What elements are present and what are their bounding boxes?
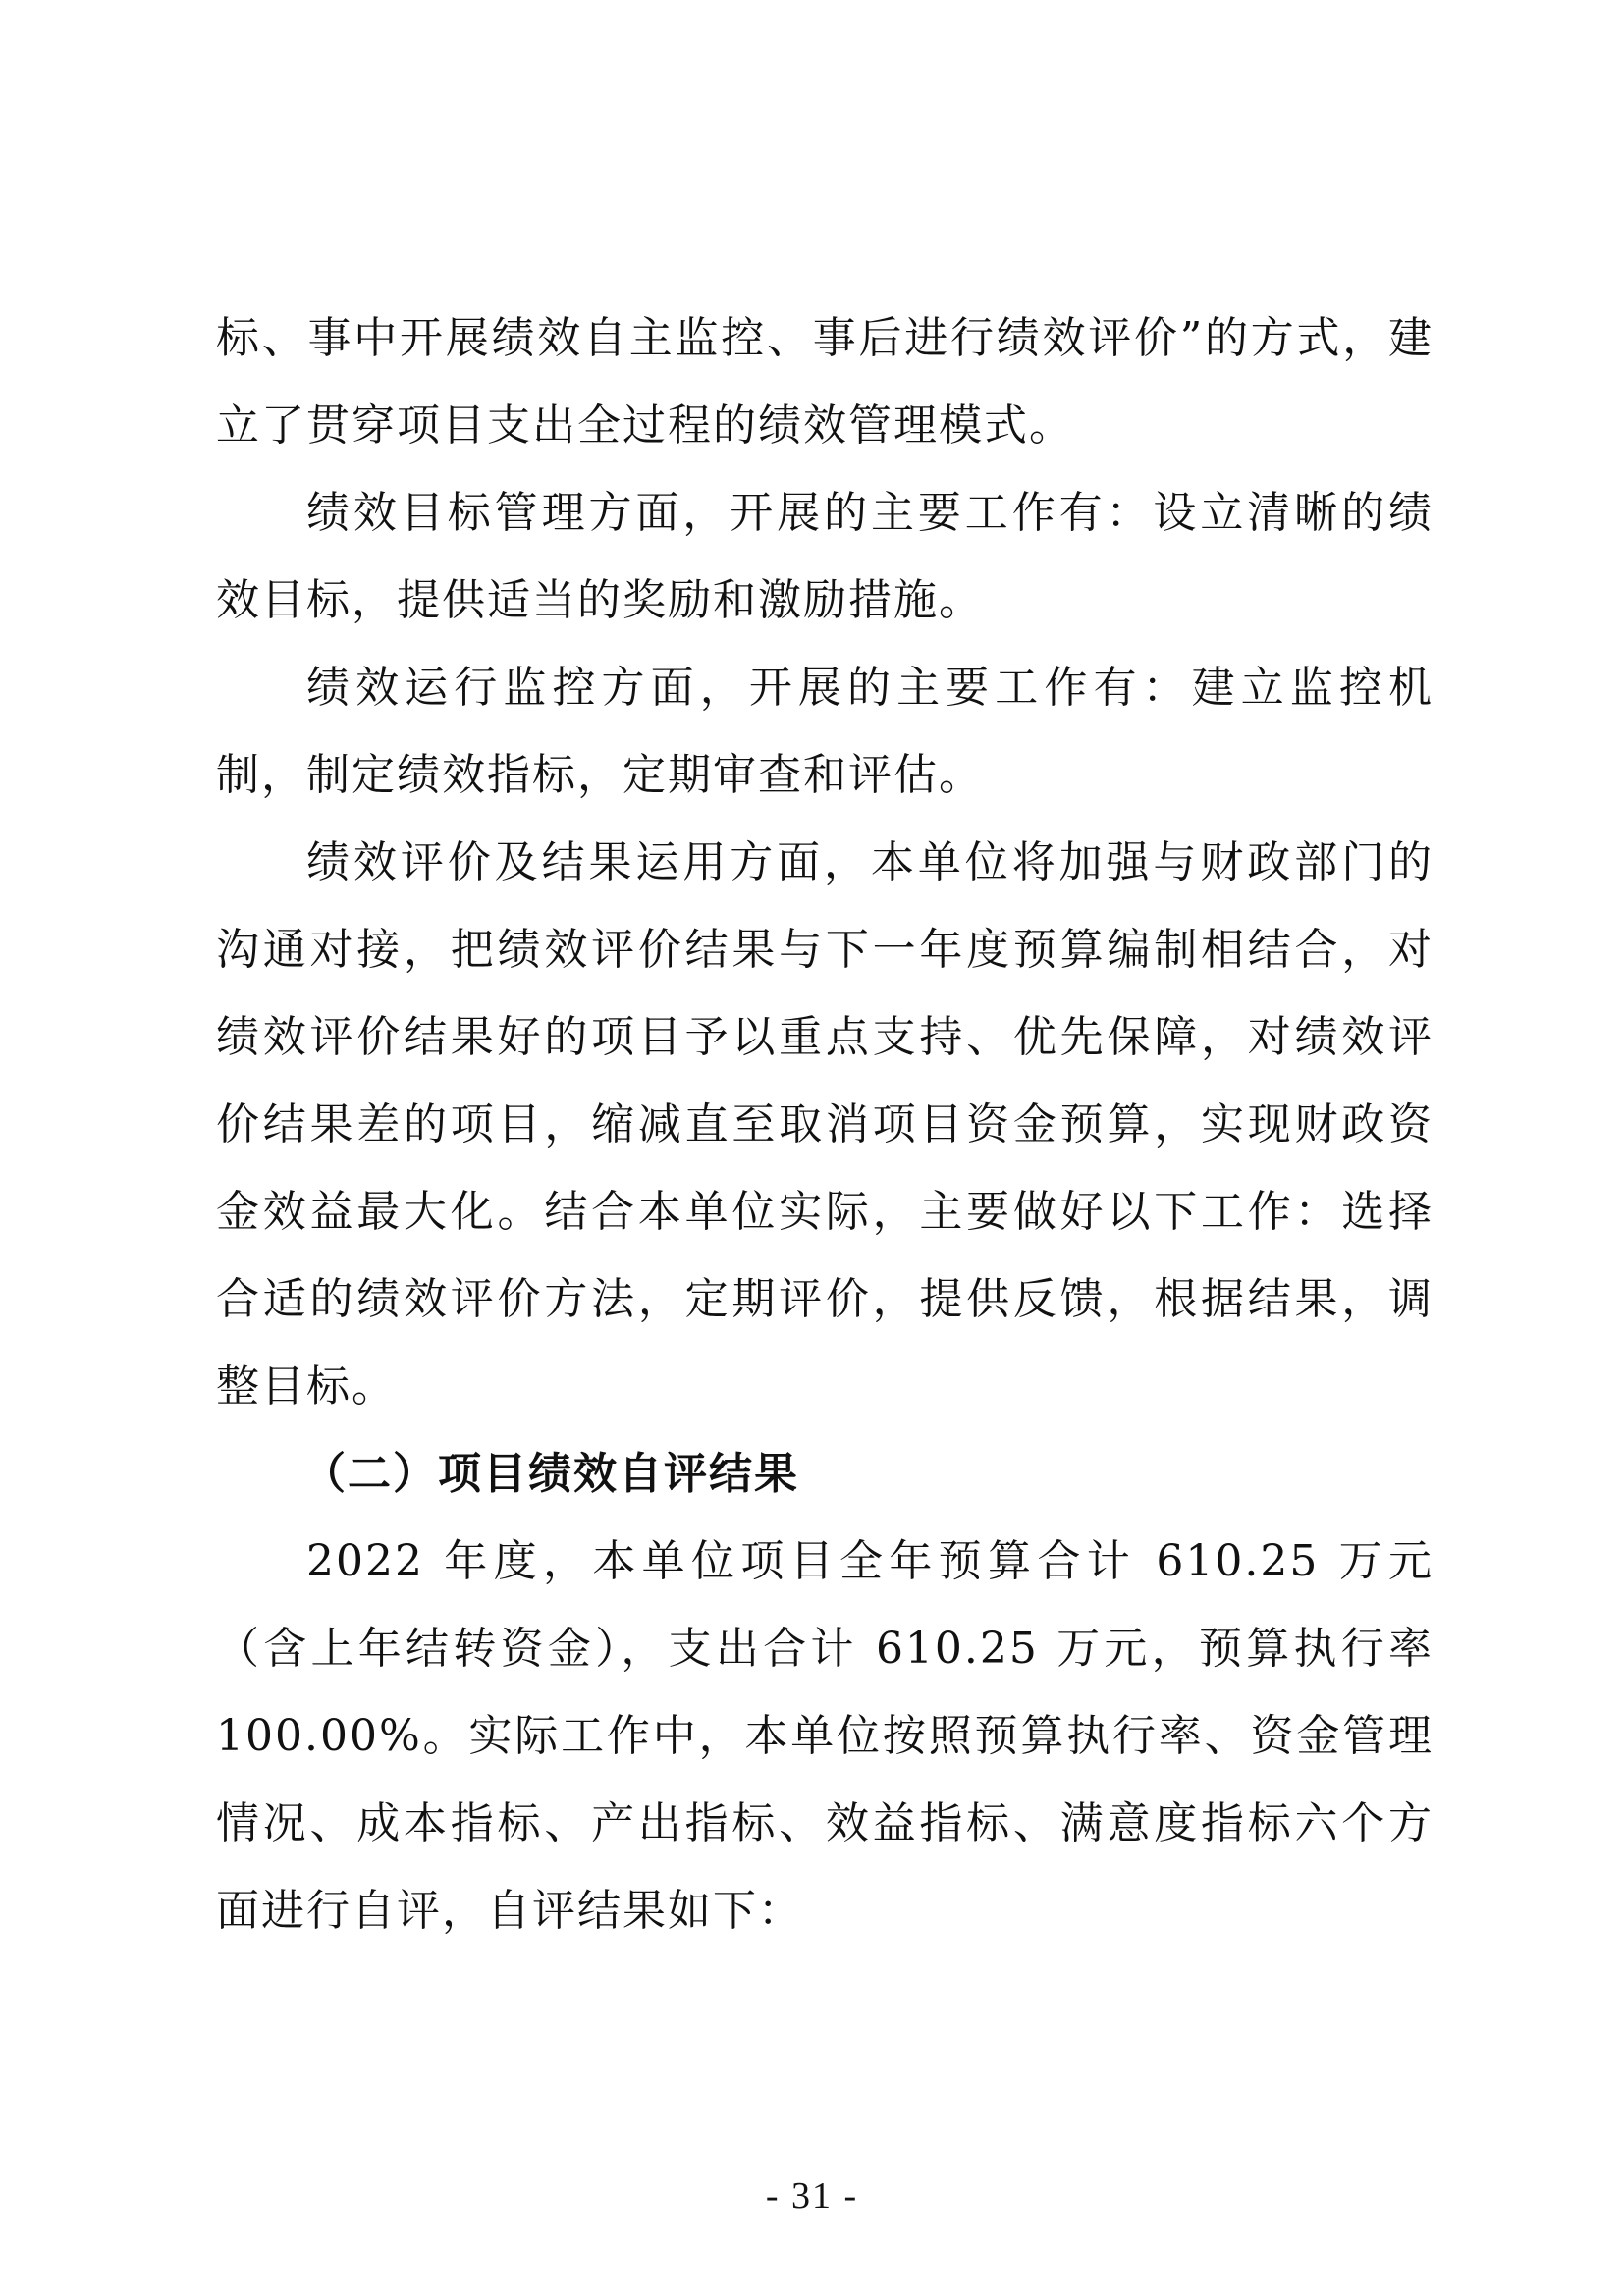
document-body: [216, 294, 1434, 1954]
section-heading: （二）项目绩效自评结果: [302, 1449, 799, 1499]
paragraph-operation-monitoring: 绩效运行监控方面，开展的主要工作有：建立监控机制，制定绩效指标，定期审查和评估。: [216, 663, 1434, 800]
paragraph-self-evaluation: 2022 年度，本单位项目全年预算合计 610.25 万元（含上年结转资金），支出合计 610.25 万元，预算执行率 100.00%。实际工作中，本单位按照预算执行率、资金管理情况、成本指标、产出指标、效益指标、满意度指标六个方面进行自评，自评结果如下：: [216, 1536, 1434, 1936]
paragraph-target-management: 绩效目标管理方面，开展的主要工作有：设立清晰的绩效目标，提供适当的奖励和激励措施。: [216, 488, 1434, 625]
paragraph-evaluation-results: 绩效评价及结果运用方面，本单位将加强与财政部门的沟通对接，把绩效评价结果与下一年度预算编制相结合，对绩效评价结果好的项目予以重点支持、优先保障，对绩效评价结果差的项目，缩减直至取消项目资金预算，实现财政资金效益最大化。结合本单位实际，主要做好以下工作：选择合适的绩效评价方法，定期评价，提供反馈，根据结果，调整目标。: [216, 837, 1434, 1412]
paragraph-continuation: 标、事中开展绩效自主监控、事后进行绩效评价”的方式，建立了贯穿项目支出全过程的绩效管理模式。: [216, 313, 1434, 451]
page-number: - 31 -: [765, 2175, 859, 2216]
